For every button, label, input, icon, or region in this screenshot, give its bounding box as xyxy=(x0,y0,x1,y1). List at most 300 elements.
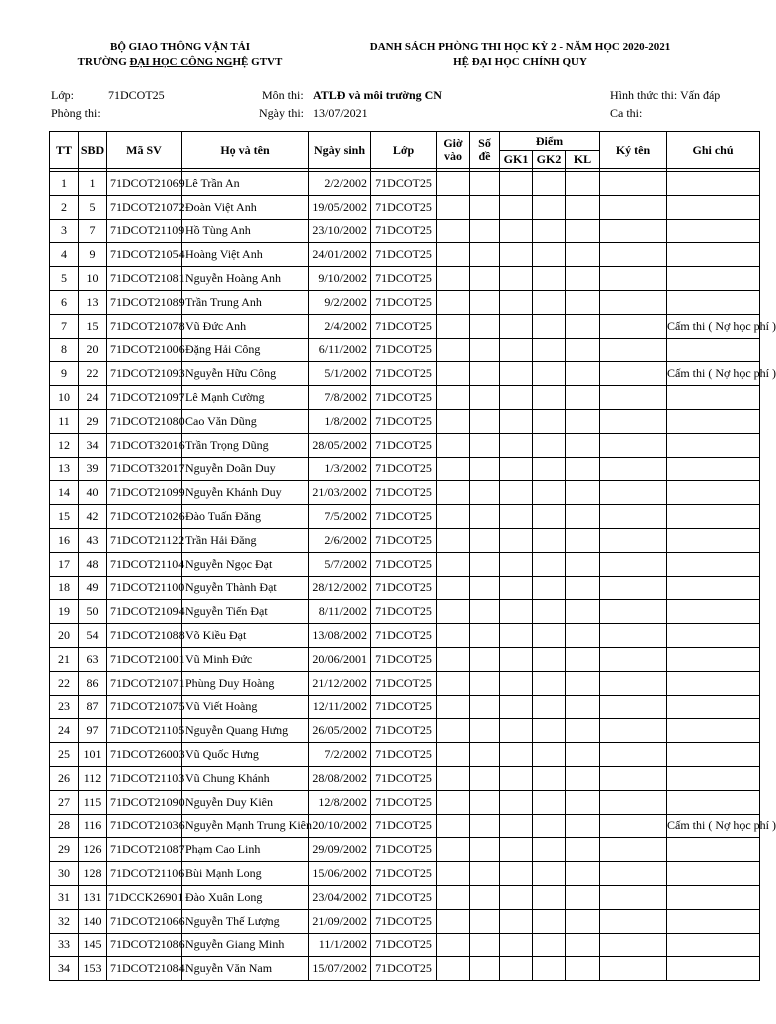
cell-tt: 15 xyxy=(50,505,79,529)
header-signature: Ký tên xyxy=(600,132,667,169)
cell-class: 71DCOT25 xyxy=(371,790,437,814)
cell-kl xyxy=(566,576,600,600)
school-name xyxy=(55,56,305,68)
cell-check-in-time xyxy=(437,885,470,909)
cell-class: 71DCOT25 xyxy=(371,624,437,648)
cell-sbd: 43 xyxy=(79,528,107,552)
cell-birth-date: 23/10/2002 xyxy=(309,219,371,243)
cell-birth-date: 7/8/2002 xyxy=(309,386,371,410)
cell-birth-date: 9/2/2002 xyxy=(309,290,371,314)
cell-birth-date: 26/05/2002 xyxy=(309,719,371,743)
cell-birth-date: 2/6/2002 xyxy=(309,528,371,552)
header-check-in-time xyxy=(437,132,470,169)
cell-signature xyxy=(600,505,667,529)
table-header xyxy=(50,132,760,169)
cell-signature xyxy=(600,457,667,481)
cell-check-in-time xyxy=(437,386,470,410)
cell-tt: 13 xyxy=(50,457,79,481)
cell-check-in-time xyxy=(437,172,470,196)
cell-full-name: Nguyễn Tiến Đạt xyxy=(182,600,309,624)
table-row xyxy=(50,457,760,481)
cell-gk2 xyxy=(533,267,566,291)
cell-signature xyxy=(600,671,667,695)
cell-note xyxy=(667,505,760,529)
cell-sbd: 116 xyxy=(79,814,107,838)
document-title: DANH SÁCH PHÒNG THI HỌC KỲ 2 - NĂM HỌC 2020-2021 xyxy=(369,41,671,53)
cell-signature xyxy=(600,957,667,981)
cell-birth-date: 5/7/2002 xyxy=(309,552,371,576)
table-row xyxy=(50,172,760,196)
table-row xyxy=(50,576,760,600)
cell-note xyxy=(667,695,760,719)
cell-tt: 22 xyxy=(50,671,79,695)
cell-birth-date: 20/10/2002 xyxy=(309,814,371,838)
cell-full-name: Võ Kiều Đạt xyxy=(182,624,309,648)
cell-check-in-time xyxy=(437,862,470,886)
cell-class: 71DCOT25 xyxy=(371,267,437,291)
cell-gk1 xyxy=(500,766,533,790)
cell-student-id: 71DCOT21093 xyxy=(107,362,182,386)
cell-check-in-time xyxy=(437,362,470,386)
cell-sbd: 126 xyxy=(79,838,107,862)
cell-full-name: Nguyễn Doãn Duy xyxy=(182,457,309,481)
cell-exam-code xyxy=(470,505,500,529)
document-subtitle: HỆ ĐẠI HỌC CHÍNH QUY xyxy=(453,56,587,68)
header-kl: KL xyxy=(566,151,600,169)
cell-note xyxy=(667,933,760,957)
cell-gk2 xyxy=(533,933,566,957)
cell-class: 71DCOT25 xyxy=(371,933,437,957)
cell-birth-date: 28/12/2002 xyxy=(309,576,371,600)
cell-note xyxy=(667,719,760,743)
cell-sbd: 13 xyxy=(79,290,107,314)
cell-note xyxy=(667,552,760,576)
cell-gk1 xyxy=(500,933,533,957)
cell-check-in-time xyxy=(437,695,470,719)
cell-full-name: Lê Mạnh Cường xyxy=(182,386,309,410)
cell-tt: 30 xyxy=(50,862,79,886)
cell-birth-date: 2/2/2002 xyxy=(309,172,371,196)
cell-signature xyxy=(600,719,667,743)
cell-gk2 xyxy=(533,314,566,338)
cell-tt: 8 xyxy=(50,338,79,362)
cell-exam-code xyxy=(470,814,500,838)
cell-check-in-time xyxy=(437,719,470,743)
cell-tt: 21 xyxy=(50,647,79,671)
cell-gk1 xyxy=(500,267,533,291)
cell-class: 71DCOT25 xyxy=(371,338,437,362)
cell-gk2 xyxy=(533,505,566,529)
cell-signature xyxy=(600,314,667,338)
cell-kl xyxy=(566,505,600,529)
cell-student-id: 71DCOT21071 xyxy=(107,671,182,695)
cell-student-id: 71DCOT21087 xyxy=(107,838,182,862)
cell-full-name: Nguyễn Ngọc Đạt xyxy=(182,552,309,576)
cell-gk2 xyxy=(533,552,566,576)
cell-gk1 xyxy=(500,743,533,767)
subject-label: Môn thi: xyxy=(262,88,304,102)
cell-signature xyxy=(600,766,667,790)
cell-gk1 xyxy=(500,885,533,909)
cell-kl xyxy=(566,552,600,576)
cell-kl xyxy=(566,528,600,552)
cell-gk1 xyxy=(500,433,533,457)
table-row xyxy=(50,862,760,886)
cell-note xyxy=(667,386,760,410)
cell-gk1 xyxy=(500,909,533,933)
cell-signature xyxy=(600,267,667,291)
cell-student-id: 71DCOT21089 xyxy=(107,290,182,314)
cell-check-in-time xyxy=(437,481,470,505)
cell-full-name: Đoàn Việt Anh xyxy=(182,195,309,219)
cell-birth-date: 12/8/2002 xyxy=(309,790,371,814)
cell-gk1 xyxy=(500,838,533,862)
cell-kl xyxy=(566,957,600,981)
cell-birth-date: 24/01/2002 xyxy=(309,243,371,267)
cell-sbd: 131 xyxy=(79,885,107,909)
cell-exam-code xyxy=(470,290,500,314)
cell-gk2 xyxy=(533,743,566,767)
cell-class: 71DCOT25 xyxy=(371,766,437,790)
cell-note xyxy=(667,195,760,219)
cell-sbd: 40 xyxy=(79,481,107,505)
cell-note xyxy=(667,671,760,695)
cell-gk2 xyxy=(533,195,566,219)
cell-sbd: 10 xyxy=(79,267,107,291)
cell-kl xyxy=(566,909,600,933)
cell-full-name: Vũ Đức Anh xyxy=(182,314,309,338)
cell-exam-code xyxy=(470,338,500,362)
cell-tt: 32 xyxy=(50,909,79,933)
cell-kl xyxy=(566,814,600,838)
cell-tt: 19 xyxy=(50,600,79,624)
cell-note xyxy=(667,862,760,886)
cell-check-in-time xyxy=(437,647,470,671)
cell-full-name: Nguyễn Mạnh Trung Kiên xyxy=(182,814,309,838)
cell-sbd: 1 xyxy=(79,172,107,196)
cell-tt: 28 xyxy=(50,814,79,838)
table-row xyxy=(50,481,760,505)
cell-full-name: Lê Trần An xyxy=(182,172,309,196)
cell-sbd: 86 xyxy=(79,671,107,695)
cell-gk2 xyxy=(533,909,566,933)
table-body xyxy=(50,169,776,981)
cell-note xyxy=(667,528,760,552)
cell-full-name: Vũ Chung Khánh xyxy=(182,766,309,790)
cell-class: 71DCOT25 xyxy=(371,433,437,457)
cell-check-in-time xyxy=(437,243,470,267)
cell-birth-date: 6/11/2002 xyxy=(309,338,371,362)
cell-birth-date: 19/05/2002 xyxy=(309,195,371,219)
cell-student-id: 71DCOT21099 xyxy=(107,481,182,505)
cell-gk1 xyxy=(500,314,533,338)
table-row xyxy=(50,314,760,338)
cell-check-in-time xyxy=(437,433,470,457)
cell-note xyxy=(667,290,760,314)
cell-signature xyxy=(600,409,667,433)
cell-student-id: 71DCOT21122 xyxy=(107,528,182,552)
cell-gk2 xyxy=(533,528,566,552)
cell-exam-code xyxy=(470,790,500,814)
cell-tt: 14 xyxy=(50,481,79,505)
cell-student-id: 71DCOT21006 xyxy=(107,338,182,362)
cell-check-in-time xyxy=(437,528,470,552)
cell-sbd: 115 xyxy=(79,790,107,814)
cell-gk2 xyxy=(533,481,566,505)
cell-gk2 xyxy=(533,790,566,814)
cell-note xyxy=(667,624,760,648)
cell-full-name: Đào Tuấn Đăng xyxy=(182,505,309,529)
cell-class: 71DCOT25 xyxy=(371,505,437,529)
cell-birth-date: 28/08/2002 xyxy=(309,766,371,790)
cell-sbd: 140 xyxy=(79,909,107,933)
header-full-name: Họ và tên xyxy=(182,132,309,169)
cell-birth-date: 2/4/2002 xyxy=(309,314,371,338)
cell-gk1 xyxy=(500,957,533,981)
cell-student-id: 71DCOT21078 xyxy=(107,314,182,338)
cell-kl xyxy=(566,290,600,314)
cell-check-in-time xyxy=(437,600,470,624)
cell-gk2 xyxy=(533,695,566,719)
cell-sbd: 87 xyxy=(79,695,107,719)
cell-kl xyxy=(566,624,600,648)
cell-signature xyxy=(600,838,667,862)
cell-kl xyxy=(566,695,600,719)
cell-exam-code xyxy=(470,909,500,933)
cell-note xyxy=(667,885,760,909)
table-row xyxy=(50,600,760,624)
table-row xyxy=(50,243,760,267)
cell-signature xyxy=(600,624,667,648)
cell-birth-date: 12/11/2002 xyxy=(309,695,371,719)
cell-full-name: Nguyễn Quang Hưng xyxy=(182,719,309,743)
cell-signature xyxy=(600,219,667,243)
cell-gk1 xyxy=(500,290,533,314)
cell-signature xyxy=(600,362,667,386)
cell-note xyxy=(667,457,760,481)
cell-note xyxy=(667,647,760,671)
cell-exam-code xyxy=(470,219,500,243)
cell-class: 71DCOT25 xyxy=(371,528,437,552)
table-row xyxy=(50,838,760,862)
table-row xyxy=(50,219,760,243)
cell-signature xyxy=(600,552,667,576)
cell-tt: 23 xyxy=(50,695,79,719)
cell-birth-date: 7/2/2002 xyxy=(309,743,371,767)
table-row xyxy=(50,695,760,719)
cell-gk2 xyxy=(533,219,566,243)
cell-exam-code xyxy=(470,671,500,695)
cell-full-name: Bùi Mạnh Long xyxy=(182,862,309,886)
table-row xyxy=(50,719,760,743)
cell-tt: 2 xyxy=(50,195,79,219)
header-tt: TT xyxy=(50,132,79,169)
cell-signature xyxy=(600,647,667,671)
cell-full-name: Trần Trung Anh xyxy=(182,290,309,314)
cell-birth-date: 1/8/2002 xyxy=(309,409,371,433)
cell-full-name: Nguyễn Văn Nam xyxy=(182,957,309,981)
cell-gk1 xyxy=(500,552,533,576)
exam-form: Hình thức thi: Vấn đáp xyxy=(610,88,721,102)
cell-gk2 xyxy=(533,576,566,600)
cell-kl xyxy=(566,743,600,767)
cell-gk2 xyxy=(533,814,566,838)
cell-exam-code xyxy=(470,314,500,338)
cell-gk2 xyxy=(533,671,566,695)
cell-note: Cấm thi ( Nợ học phí ) xyxy=(667,362,760,386)
cell-full-name: Nguyễn Duy Kiên xyxy=(182,790,309,814)
cell-check-in-time xyxy=(437,338,470,362)
cell-note xyxy=(667,909,760,933)
table-row xyxy=(50,885,760,909)
cell-sbd: 24 xyxy=(79,386,107,410)
cell-tt: 9 xyxy=(50,362,79,386)
school-name-prefix: TRƯỜNG xyxy=(77,56,130,68)
cell-gk2 xyxy=(533,338,566,362)
cell-gk1 xyxy=(500,624,533,648)
cell-exam-code xyxy=(470,267,500,291)
cell-gk2 xyxy=(533,838,566,862)
cell-note: Cấm thi ( Nợ học phí ) xyxy=(667,314,760,338)
cell-birth-date: 1/3/2002 xyxy=(309,457,371,481)
cell-signature xyxy=(600,172,667,196)
header-note: Ghi chú xyxy=(667,132,760,169)
cell-tt: 34 xyxy=(50,957,79,981)
cell-exam-code xyxy=(470,433,500,457)
cell-student-id: 71DCOT21088 xyxy=(107,624,182,648)
cell-student-id: 71DCOT21026 xyxy=(107,505,182,529)
cell-class: 71DCOT25 xyxy=(371,862,437,886)
cell-class: 71DCOT25 xyxy=(371,814,437,838)
cell-check-in-time xyxy=(437,624,470,648)
cell-exam-code xyxy=(470,647,500,671)
cell-class: 71DCOT25 xyxy=(371,576,437,600)
cell-signature xyxy=(600,885,667,909)
cell-check-in-time xyxy=(437,933,470,957)
cell-tt: 20 xyxy=(50,624,79,648)
table-row xyxy=(50,766,760,790)
cell-student-id: 71DCOT32016 xyxy=(107,433,182,457)
cell-check-in-time xyxy=(437,576,470,600)
cell-full-name: Phùng Duy Hoàng xyxy=(182,671,309,695)
cell-kl xyxy=(566,790,600,814)
class-label: Lớp: xyxy=(51,88,75,102)
cell-tt: 10 xyxy=(50,386,79,410)
cell-birth-date: 15/06/2002 xyxy=(309,862,371,886)
cell-exam-code xyxy=(470,933,500,957)
cell-exam-code xyxy=(470,957,500,981)
cell-signature xyxy=(600,814,667,838)
cell-check-in-time xyxy=(437,409,470,433)
header-exam-code-line2: đề xyxy=(478,149,491,163)
cell-birth-date: 29/09/2002 xyxy=(309,838,371,862)
cell-signature xyxy=(600,338,667,362)
cell-tt: 17 xyxy=(50,552,79,576)
cell-gk1 xyxy=(500,481,533,505)
cell-gk1 xyxy=(500,195,533,219)
table-row xyxy=(50,338,760,362)
cell-check-in-time xyxy=(437,290,470,314)
cell-kl xyxy=(566,338,600,362)
cell-sbd: 54 xyxy=(79,624,107,648)
cell-full-name: Vũ Minh Đức xyxy=(182,647,309,671)
cell-student-id: 71DCOT21081 xyxy=(107,267,182,291)
cell-signature xyxy=(600,290,667,314)
cell-check-in-time xyxy=(437,814,470,838)
cell-kl xyxy=(566,172,600,196)
table-row xyxy=(50,267,760,291)
cell-gk1 xyxy=(500,505,533,529)
cell-kl xyxy=(566,647,600,671)
cell-sbd: 63 xyxy=(79,647,107,671)
cell-gk1 xyxy=(500,528,533,552)
table-row xyxy=(50,647,760,671)
cell-check-in-time xyxy=(437,671,470,695)
cell-signature xyxy=(600,195,667,219)
cell-gk2 xyxy=(533,647,566,671)
cell-note xyxy=(667,957,760,981)
cell-sbd: 153 xyxy=(79,957,107,981)
cell-class: 71DCOT25 xyxy=(371,838,437,862)
cell-gk1 xyxy=(500,219,533,243)
cell-exam-code xyxy=(470,172,500,196)
header-birth-date: Ngày sinh xyxy=(309,132,371,169)
cell-gk1 xyxy=(500,600,533,624)
cell-gk1 xyxy=(500,862,533,886)
cell-kl xyxy=(566,885,600,909)
cell-birth-date: 7/5/2002 xyxy=(309,505,371,529)
cell-birth-date: 5/1/2002 xyxy=(309,362,371,386)
cell-exam-code xyxy=(470,457,500,481)
cell-class: 71DCOT25 xyxy=(371,695,437,719)
cell-kl xyxy=(566,314,600,338)
cell-class: 71DCOT25 xyxy=(371,290,437,314)
table-row xyxy=(50,624,760,648)
cell-tt: 1 xyxy=(50,172,79,196)
cell-full-name: Nguyễn Giang Minh xyxy=(182,933,309,957)
cell-tt: 4 xyxy=(50,243,79,267)
cell-class: 71DCOT25 xyxy=(371,386,437,410)
subject-value: ATLĐ và môi trường CN xyxy=(313,88,442,102)
cell-gk1 xyxy=(500,695,533,719)
cell-signature xyxy=(600,600,667,624)
cell-gk1 xyxy=(500,386,533,410)
cell-gk2 xyxy=(533,862,566,886)
school-name-underlined: ĐẠI HỌC CÔNG NG xyxy=(129,56,233,68)
cell-class: 71DCOT25 xyxy=(371,743,437,767)
cell-class: 71DCOT25 xyxy=(371,481,437,505)
cell-class: 71DCOT25 xyxy=(371,243,437,267)
cell-sbd: 15 xyxy=(79,314,107,338)
cell-gk1 xyxy=(500,362,533,386)
cell-gk2 xyxy=(533,433,566,457)
cell-class: 71DCOT25 xyxy=(371,362,437,386)
cell-gk1 xyxy=(500,457,533,481)
cell-gk2 xyxy=(533,409,566,433)
cell-signature xyxy=(600,909,667,933)
table-row xyxy=(50,505,760,529)
cell-exam-code xyxy=(470,695,500,719)
header-check-in-time-line2: vào xyxy=(444,149,462,163)
cell-note xyxy=(667,267,760,291)
cell-gk2 xyxy=(533,243,566,267)
cell-exam-code xyxy=(470,624,500,648)
cell-student-id: 71DCOT21080 xyxy=(107,409,182,433)
cell-signature xyxy=(600,862,667,886)
cell-kl xyxy=(566,386,600,410)
cell-kl xyxy=(566,481,600,505)
cell-gk2 xyxy=(533,957,566,981)
